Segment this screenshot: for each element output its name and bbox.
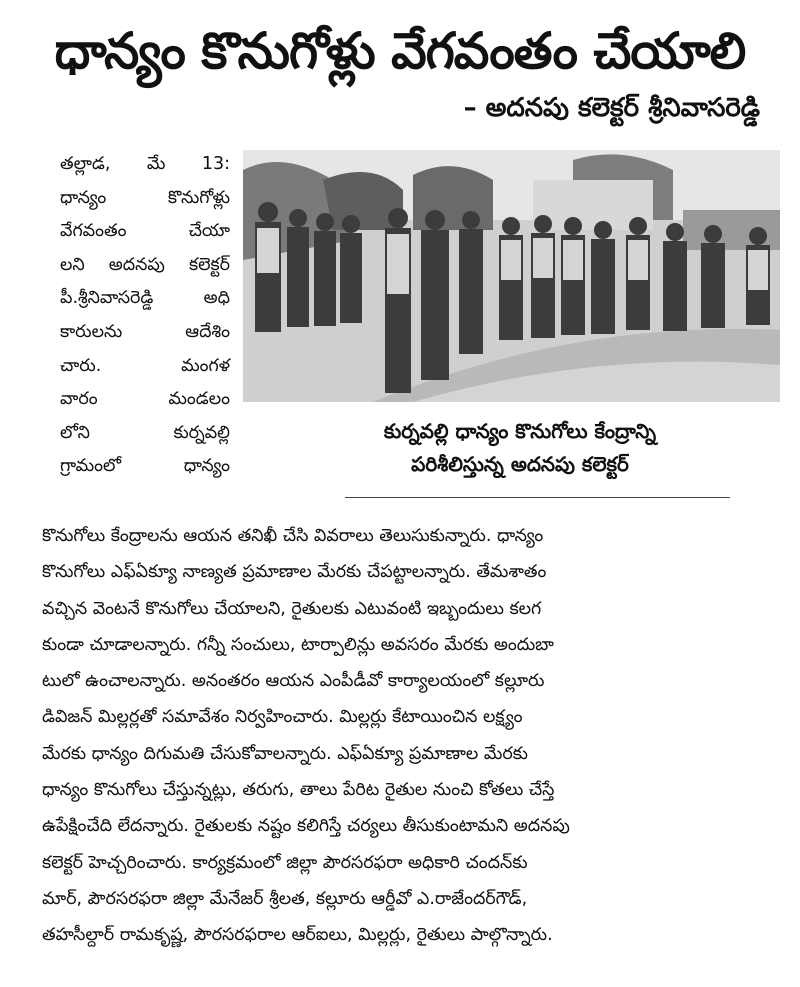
- body-line: కొనుగోలు ఎఫ్ఏక్యూ నాణ్యత ప్రమాణాల మేరకు చేపట్టాలన్నారు. తేమశాతం: [42, 562, 547, 583]
- body-line: ఉపేక్షించేది లేదన్నారు. రైతులకు నష్టం కలిగిస్తే చర్యలు తీసుకుంటామని అదనపు: [42, 816, 570, 837]
- caption-divider: [345, 497, 730, 498]
- body-line: కలెక్టర్ హెచ్చరించారు. కార్యక్రమంలో జిల్లా పౌరసరఫరా అధికారి చందన్‌కు: [42, 852, 528, 873]
- body-line: మేరకు ధాన్యం దిగుమతి చేసుకోవాలన్నారు. ఎఫ్ఏక్యూ ప్రమాణాల మేరకు: [42, 743, 528, 764]
- body-line: కుండా చూడాలన్నారు. గన్నీ సంచులు, టార్పాలిన్లు అవసరం మేరకు అందుబా: [42, 634, 554, 655]
- article-body-wide-column: [42, 518, 782, 954]
- body-line: లోని కుర్నవల్లి: [60, 422, 230, 443]
- body-line: తల్లాడ, మే 13:: [60, 154, 230, 174]
- body-line: కారులను ఆదేశిం: [60, 321, 230, 342]
- body-line: ధాన్యం కొనుగోళ్లు: [60, 187, 230, 208]
- body-line: వేగవంతం చేయా: [60, 221, 230, 242]
- body-line: పీ.శ్రీనివాసరెడ్డి అధి: [60, 288, 230, 309]
- body-line: డివిజన్ మిల్లర్లతో సమావేశం నిర్వహించారు. మిల్లర్లు కేటాయించిన లక్ష్యం: [42, 707, 523, 728]
- body-line: కొనుగోలు కేంద్రాలను ఆయన తనిఖీ చేసి వివరాలు తెలుసుకున్నారు. ధాన్యం: [42, 526, 544, 546]
- body-line: తహసీల్దార్ రామకృష్ణ, పౌరసరఫరాల ఆర్ఐలు, మిల్లర్లు, రైతులు పాల్గొన్నారు.: [42, 925, 553, 946]
- photo-illustration: [243, 150, 780, 402]
- article-body-narrow-column: [60, 148, 230, 484]
- photo-caption-line-2: పరిశీలిస్తున్న అదనపు కలెక్టర్: [411, 452, 629, 476]
- headline: ధాన్యం కొనుగోళ్లు వేగవంతం చేయాలి: [54, 22, 746, 80]
- body-line: వారం మండలం: [60, 389, 230, 410]
- photo-caption: [300, 415, 740, 481]
- body-line: మార్, పౌరసరఫరా జిల్లా మేనేజర్ శ్రీలత, కల్లూరు ఆర్డీవో ఎ.రాజేందర్‌గౌడ్,: [42, 888, 528, 909]
- body-line: గ్రామంలో ధాన్యం: [60, 456, 230, 477]
- subheadline: – అదనపు కలెక్టర్ శ్రీనివాసరెడ్డి: [463, 93, 760, 123]
- news-photo: [243, 150, 780, 402]
- body-line: ధాన్యం కొనుగోలు చేస్తున్నట్లు, తరుగు, తాలు పేరిట రైతుల నుంచి కోతలు చేస్తే: [42, 780, 555, 801]
- body-line: వచ్చిన వెంటనే కొనుగోలు చేయాలని, రైతులకు ఎటువంటి ఇబ్బందులు కలగ: [42, 598, 542, 619]
- body-line: చారు. మంగళ: [60, 355, 230, 376]
- body-line: లని అదనపు కలెక్టర్: [60, 254, 230, 275]
- photo-caption-line-1: కుర్నవల్లి ధాన్యం కొనుగోలు కేంద్రాన్ని: [383, 419, 657, 443]
- body-line: టులో ఉంచాలన్నారు. అనంతరం ఆయన ఎంపీడీవో కార్యాలయంలో కల్లూరు: [42, 671, 545, 692]
